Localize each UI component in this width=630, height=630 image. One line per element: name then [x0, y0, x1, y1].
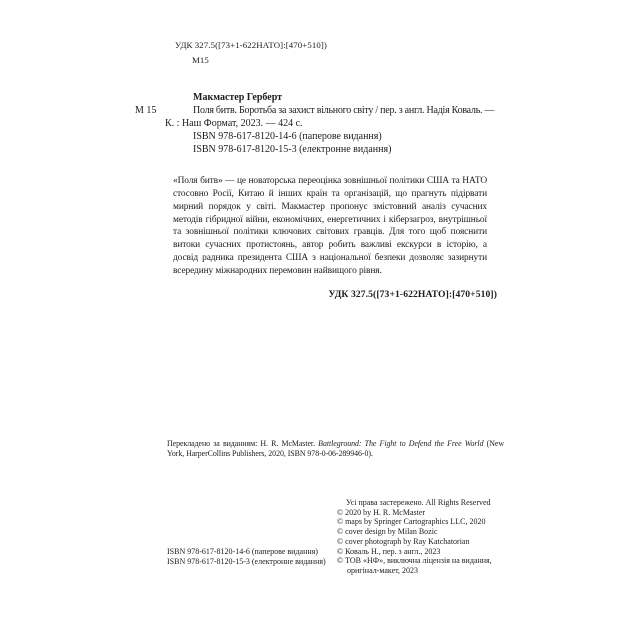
copyright-item: © cover design by Milan Bozic — [337, 527, 438, 537]
original-book-title-italic: Battleground: The Fight to Defend the Free World — [318, 439, 484, 448]
copyright-item: © ТОВ «НФ», виключна ліцензія на видання, оригінал-макет, 2023 — [337, 556, 492, 575]
udc-classification-top-block — [175, 38, 327, 67]
cip-imprint: К. : Наш Формат, 2023. — 424 с. — [165, 118, 303, 129]
copyright-block — [337, 498, 505, 576]
cip-isbn-ebook: ISBN 978-617-8120-15-3 (електронне видання) — [193, 144, 392, 155]
copyright-item: © Коваль Н., пер. з англ., 2023 — [337, 546, 441, 556]
book-annotation: «Поля битв» — це новаторська переоцінка зовнішньої політики США та НАТО стосовно Росії, Китаю й інших країн та організацій, що прагнуть підірвати мирний порядок у світі. Макмастер пропонує змістовний аналіз сучасних методів гібридної війни, економічних, енергетичних і кіберзагроз, внутрішньої та зовнішньої політики ключових світових гравців. Для того щоб пояснити витоки сучасних протистоянь, автор робить важливі екскурси в історію, а досвід радника президента США з національної безпеки дозволяє зазирнути всередину міжнародних перемовин найвищого рівня. — [173, 176, 487, 276]
author-mark-top: М15 — [192, 54, 209, 65]
translation-note-suffix: (New York, HarperCollins Publishers, 2020, ISBN 978-0-06-289946-0). — [167, 439, 504, 458]
cip-author-mark: М 15 — [135, 105, 157, 116]
isbn-line: ISBN 978-617-8120-15-3 (електронне видання) — [167, 556, 326, 566]
copyright-list — [337, 508, 505, 576]
cip-block — [0, 92, 630, 162]
translation-note-prefix: Перекладено за виданням: H. R. McMaster. — [167, 439, 319, 448]
isbn-bottom-block — [167, 547, 326, 566]
copyright-item: © maps by Springer Cartographics LLC, 2020 — [337, 517, 486, 527]
cip-author: Макмастер Герберт — [193, 92, 283, 103]
rights-reserved-line: Усі права застережено. All Rights Reserved — [346, 498, 491, 507]
translation-source-note — [167, 439, 504, 459]
udc-classification-bottom: УДК 327.5([73+1-622НАТО]:[470+510]) — [328, 289, 497, 300]
udc-classification-top: УДК 327.5([73+1-622НАТО]:[470+510]) — [175, 40, 327, 50]
cip-isbn-paper: ISBN 978-617-8120-14-6 (паперове видання) — [193, 131, 382, 142]
isbn-line: ISBN 978-617-8120-14-6 (паперове видання) — [167, 547, 318, 556]
cip-title-statement: Поля битв. Боротьба за захист вільного світу / пер. з англ. Надія Коваль. — — [193, 105, 495, 116]
copyright-item: © cover photograph by Ray Katchatorian — [337, 536, 470, 546]
copyright-item: © 2020 by H. R. McMaster — [337, 507, 426, 517]
